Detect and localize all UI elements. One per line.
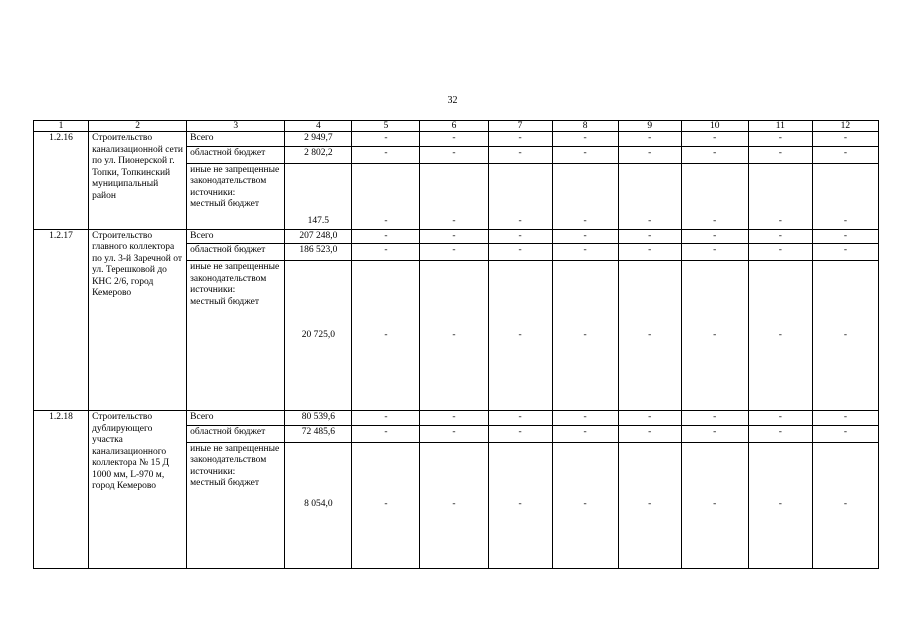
empty-value-cell: - xyxy=(812,411,878,426)
empty-value-cell: - xyxy=(748,146,812,163)
empty-value-cell: - xyxy=(681,132,748,147)
empty-value-cell: - xyxy=(812,261,878,411)
empty-value-cell: - xyxy=(812,132,878,147)
column-header: 4 xyxy=(285,121,352,132)
budget-table xyxy=(33,120,879,569)
empty-value-cell: - xyxy=(420,146,488,163)
empty-value-cell: - xyxy=(352,163,420,229)
empty-value-cell: - xyxy=(812,163,878,229)
local-budget-label: местный бюджет xyxy=(190,296,260,307)
empty-value-cell: - xyxy=(812,442,878,568)
source-label-other xyxy=(187,442,285,568)
empty-value-cell: - xyxy=(618,411,681,426)
column-header: 7 xyxy=(488,121,552,132)
empty-value-cell: - xyxy=(420,411,488,426)
empty-value-cell: - xyxy=(552,261,618,411)
empty-value-cell: - xyxy=(552,411,618,426)
column-header: 6 xyxy=(420,121,488,132)
column-header: 11 xyxy=(748,121,812,132)
empty-value-cell: - xyxy=(488,229,552,244)
local-budget-label: местный бюджет xyxy=(190,478,260,488)
source-label-total: Всего xyxy=(187,411,285,426)
empty-value-cell: - xyxy=(488,163,552,229)
source-label-total: Всего xyxy=(187,132,285,147)
column-header: 5 xyxy=(352,121,420,132)
source-label-regional: областной бюджет xyxy=(187,244,285,261)
empty-value-cell: - xyxy=(352,146,420,163)
value-local: 8 054,0 xyxy=(285,442,352,568)
empty-value-cell: - xyxy=(488,261,552,411)
source-label-total: Всего xyxy=(187,229,285,244)
empty-value-cell: - xyxy=(488,442,552,568)
empty-value-cell: - xyxy=(681,229,748,244)
source-label-other xyxy=(187,163,285,229)
empty-value-cell: - xyxy=(352,442,420,568)
value-local: 20 725,0 xyxy=(285,261,352,411)
item-code: 1.2.17 xyxy=(34,229,89,411)
empty-value-cell: - xyxy=(352,425,420,442)
column-header: 9 xyxy=(618,121,681,132)
empty-value-cell: - xyxy=(488,146,552,163)
empty-value-cell: - xyxy=(748,163,812,229)
empty-value-cell: - xyxy=(552,425,618,442)
empty-value-cell: - xyxy=(681,244,748,261)
value-regional: 186 523,0 xyxy=(285,244,352,261)
empty-value-cell: - xyxy=(488,244,552,261)
empty-value-cell: - xyxy=(812,229,878,244)
empty-value-cell: - xyxy=(748,425,812,442)
empty-value-cell: - xyxy=(748,132,812,147)
value-total: 80 539,6 xyxy=(285,411,352,426)
value-total: 2 949,7 xyxy=(285,132,352,147)
empty-value-cell: - xyxy=(352,244,420,261)
empty-value-cell: - xyxy=(618,442,681,568)
empty-value-cell: - xyxy=(552,132,618,147)
column-header: 8 xyxy=(552,121,618,132)
empty-value-cell: - xyxy=(488,411,552,426)
empty-value-cell: - xyxy=(488,425,552,442)
empty-value-cell: - xyxy=(552,163,618,229)
empty-value-cell: - xyxy=(352,229,420,244)
source-label-other xyxy=(187,261,285,411)
empty-value-cell: - xyxy=(618,132,681,147)
empty-value-cell: - xyxy=(681,261,748,411)
empty-value-cell: - xyxy=(681,146,748,163)
item-code: 1.2.16 xyxy=(34,132,89,230)
column-header-row xyxy=(34,121,879,132)
item-name: Строительство канализационной сети по ул. Пионерской г. Топки, Топкинский муниципальный район xyxy=(89,132,187,230)
empty-value-cell: - xyxy=(488,132,552,147)
source-label-regional: областной бюджет xyxy=(187,146,285,163)
page-number: 32 xyxy=(447,95,458,106)
other-sources-label: иные не запрещенные законодательством источники: xyxy=(190,164,280,198)
empty-value-cell: - xyxy=(552,442,618,568)
empty-value-cell: - xyxy=(681,442,748,568)
table-row xyxy=(34,132,879,147)
empty-value-cell: - xyxy=(420,244,488,261)
item-code: 1.2.18 xyxy=(34,411,89,569)
empty-value-cell: - xyxy=(748,442,812,568)
empty-value-cell: - xyxy=(618,261,681,411)
empty-value-cell: - xyxy=(748,244,812,261)
value-regional: 2 802,2 xyxy=(285,146,352,163)
empty-value-cell: - xyxy=(352,261,420,411)
empty-value-cell: - xyxy=(420,261,488,411)
empty-value-cell: - xyxy=(618,163,681,229)
table-row xyxy=(34,229,879,244)
empty-value-cell: - xyxy=(748,229,812,244)
column-header: 1 xyxy=(34,121,89,132)
empty-value-cell: - xyxy=(552,146,618,163)
empty-value-cell: - xyxy=(420,229,488,244)
empty-value-cell: - xyxy=(420,425,488,442)
empty-value-cell: - xyxy=(352,132,420,147)
source-label-regional: областной бюджет xyxy=(187,425,285,442)
item-name: Строительство дублирующего участка канализационного коллектора № 15 Д 1000 мм, L-970 м, город Кемерово xyxy=(89,411,187,569)
empty-value-cell: - xyxy=(552,229,618,244)
empty-value-cell: - xyxy=(812,146,878,163)
empty-value-cell: - xyxy=(420,442,488,568)
local-budget-label: местный бюджет xyxy=(190,199,260,209)
table-row xyxy=(34,411,879,426)
empty-value-cell: - xyxy=(748,261,812,411)
column-header: 12 xyxy=(812,121,878,132)
value-local: 147.5 xyxy=(285,163,352,229)
column-header: 3 xyxy=(187,121,285,132)
empty-value-cell: - xyxy=(748,411,812,426)
other-sources-label: иные не запрещенные законодательством источники: xyxy=(190,443,280,477)
empty-value-cell: - xyxy=(618,425,681,442)
value-regional: 72 485,6 xyxy=(285,425,352,442)
value-total: 207 248,0 xyxy=(285,229,352,244)
empty-value-cell: - xyxy=(618,146,681,163)
empty-value-cell: - xyxy=(812,425,878,442)
empty-value-cell: - xyxy=(681,163,748,229)
other-sources-label: иные не запрещенные законодательством источники: xyxy=(190,262,280,295)
empty-value-cell: - xyxy=(618,244,681,261)
column-header: 2 xyxy=(89,121,187,132)
empty-value-cell: - xyxy=(420,163,488,229)
empty-value-cell: - xyxy=(352,411,420,426)
empty-value-cell: - xyxy=(681,425,748,442)
empty-value-cell: - xyxy=(618,229,681,244)
empty-value-cell: - xyxy=(552,244,618,261)
empty-value-cell: - xyxy=(420,132,488,147)
item-name: Строительство главного коллектора по ул. 3-й Заречной от ул. Терешковой до КНС 2/6, город Кемерово xyxy=(89,229,187,411)
empty-value-cell: - xyxy=(681,411,748,426)
column-header: 10 xyxy=(681,121,748,132)
empty-value-cell: - xyxy=(812,244,878,261)
